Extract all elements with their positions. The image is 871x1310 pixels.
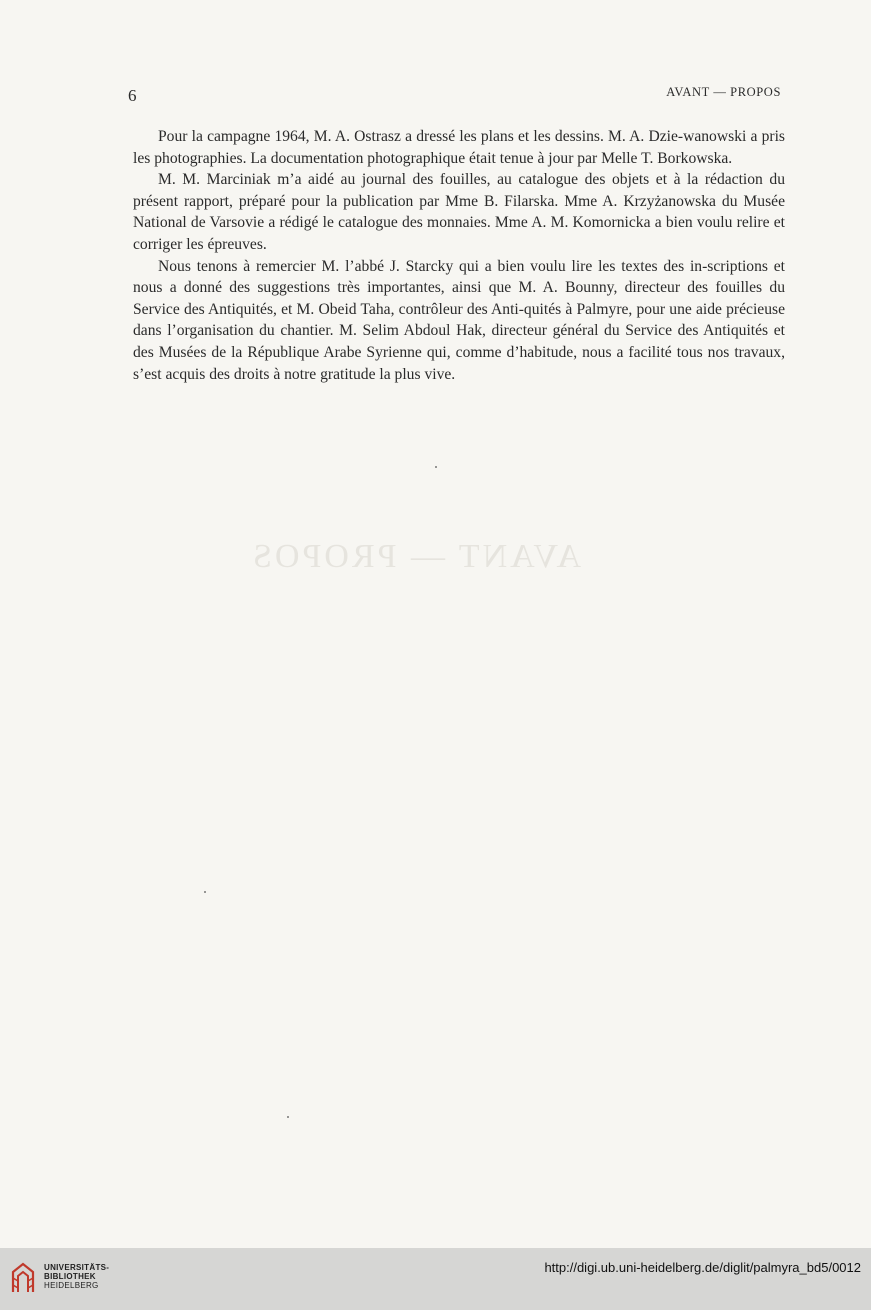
library-name-line-2: BIBLIOTHEK [44, 1272, 96, 1281]
paragraph-1: Pour la campagne 1964, M. A. Ostrasz a dressé les plans et les dessins. M. A. Dzie-wanowski a pris les photographies. La documentation photographique était tenue à jour par Melle T. Borkowska. [133, 128, 785, 167]
paragraph-3: Nous tenons à remercier M. l’abbé J. Starcky qui a bien voulu lire les textes des in-scriptions et nous a donné des suggestions très importantes, ainsi que M. A. Bounny, directeur des fouilles du Service des Antiquités, et M. Obeid Taha, contrôleur des Anti-quités à Palmyre, pour une aide précieuse dans l’organisation du chantier. M. Selim Abdoul Hak, directeur général du Service des Antiquités et des Musées de la République Arabe Syrienne qui, comme d’habitude, nous a facilité tous nos travaux, s’est acquis des droits à notre gratitude la plus vive. [133, 257, 785, 383]
viewer-footer [0, 1248, 871, 1310]
permalink-url[interactable]: http://digi.ub.uni-heidelberg.de/diglit/palmyra_bd5/0012 [544, 1260, 861, 1275]
body-text [133, 126, 785, 385]
paragraph-2: M. M. Marciniak m’a aidé au journal des fouilles, au catalogue des objets et à la rédaction du présent rapport, préparé pour la publication par Mme B. Filarska. Mme A. Krzyżanowska du Musée National de Varsovie a rédigé le catalogue des monnaies. Mme A. M. Komornicka a bien voulu relire et corriger les épreuves. [133, 171, 785, 253]
scan-speck [204, 891, 206, 893]
library-name-line-3: HEIDELBERG [44, 1281, 99, 1290]
show-through-text: AVANT — PROPOS [250, 538, 582, 575]
scan-speck [287, 1116, 289, 1118]
heidelberg-library-logo-icon[interactable] [10, 1262, 36, 1294]
library-name[interactable] [44, 1263, 109, 1290]
scan-speck [435, 466, 437, 468]
page-number: 6 [128, 86, 137, 105]
running-head: AVANT — PROPOS [666, 85, 781, 99]
library-name-line-1: UNIVERSITÄTS- [44, 1263, 110, 1272]
